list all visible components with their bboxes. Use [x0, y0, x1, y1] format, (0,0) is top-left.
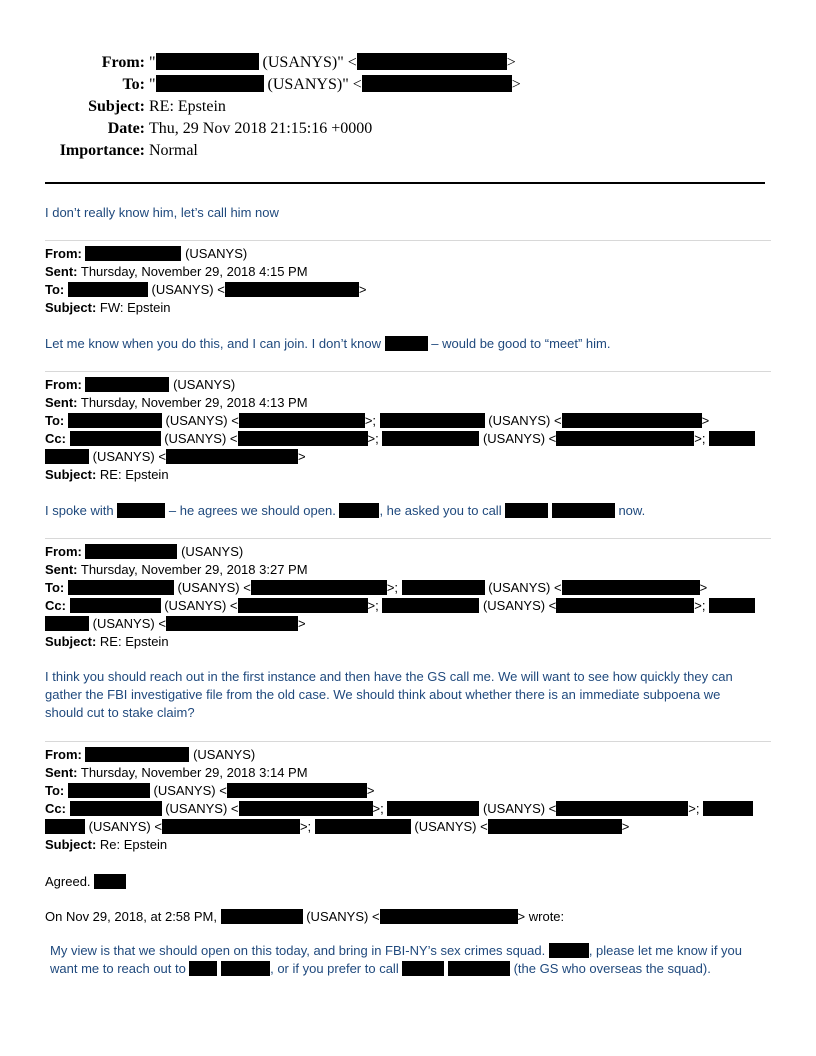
redaction	[117, 503, 165, 518]
msg2-cc-row: Cc: (USANYS) < >; (USANYS) < >;	[45, 430, 755, 448]
redaction	[552, 503, 615, 518]
redaction	[238, 598, 368, 613]
header-from-label: From:	[101, 54, 145, 71]
redaction	[68, 783, 150, 798]
msg1-from-row: From: (USANYS)	[45, 246, 248, 261]
redaction	[357, 53, 507, 70]
msg3-cc-row-cont: (USANYS) < >	[45, 615, 306, 633]
msg1-to-row: To: (USANYS) < >	[45, 282, 367, 297]
header-to-org: (USANYS)" <	[263, 76, 362, 93]
msg4-sent: Thursday, November 29, 2018 3:14 PM	[77, 765, 308, 780]
redaction	[45, 616, 89, 631]
header-from-org: (USANYS)" <	[258, 54, 357, 71]
redaction	[166, 449, 298, 464]
redaction	[85, 747, 189, 762]
redaction	[549, 943, 589, 958]
redaction	[385, 336, 428, 351]
redaction	[387, 801, 479, 816]
redaction	[239, 801, 373, 816]
reply-top-text: I don’t really know him, let’s call him now	[45, 205, 279, 220]
header-subject-label: Subject:	[88, 98, 145, 115]
message-divider	[45, 371, 771, 372]
redaction	[227, 783, 367, 798]
redaction	[251, 580, 387, 595]
header-from-close: >	[506, 54, 516, 71]
redaction	[556, 801, 688, 816]
redaction	[45, 449, 89, 464]
msg2-sent: Thursday, November 29, 2018 4:13 PM	[77, 395, 308, 410]
msg4-sent-row: Sent: Thursday, November 29, 2018 3:14 PM	[45, 765, 308, 780]
redaction	[221, 961, 270, 976]
header-importance: Normal	[149, 142, 198, 159]
header-importance-label: Importance:	[59, 142, 145, 159]
message-divider	[45, 741, 771, 742]
header-from-open: "	[149, 54, 156, 71]
msg3-cc-row: Cc: (USANYS) < >; (USANYS) < >;	[45, 597, 755, 615]
redaction	[94, 874, 126, 889]
redaction	[562, 580, 700, 595]
msg3-subject: RE: Epstein	[96, 634, 169, 649]
msg2-subject-row: Subject: RE: Epstein	[45, 467, 169, 482]
msg4-quote-line-1: My view is that we should open on this today, and bring in FBI-NY’s sex crimes squad. , please let me know if you	[50, 943, 743, 958]
redaction	[189, 961, 217, 976]
redaction	[505, 503, 548, 518]
redaction	[380, 909, 518, 924]
redaction	[380, 413, 485, 428]
msg3-body-line-2: gather the FBI investigative file from the old case. We should think about whether there is an immediate subpoena we	[45, 687, 721, 702]
msg3-sent-row: Sent: Thursday, November 29, 2018 3:27 PM	[45, 562, 308, 577]
redaction	[221, 909, 303, 924]
msg2-sent-row: Sent: Thursday, November 29, 2018 4:13 PM	[45, 395, 308, 410]
redaction	[448, 961, 510, 976]
redaction	[70, 431, 161, 446]
header-date: Thu, 29 Nov 2018 21:15:16 +0000	[149, 120, 373, 137]
redaction	[339, 503, 379, 518]
redaction	[562, 413, 702, 428]
redaction	[556, 598, 694, 613]
redaction	[709, 431, 755, 446]
msg4-agreed: Agreed.	[45, 873, 126, 891]
msg4-from-row: From: (USANYS)	[45, 747, 256, 762]
msg1-sent: Thursday, November 29, 2018 4:15 PM	[77, 264, 308, 279]
redaction	[156, 75, 264, 92]
redaction	[225, 282, 359, 297]
msg3-sent: Thursday, November 29, 2018 3:27 PM	[77, 562, 308, 577]
message-divider	[45, 240, 771, 241]
msg3-to-row: To: (USANYS) < >; (USANYS) < >	[45, 580, 708, 595]
message-divider	[45, 538, 771, 539]
msg2-body: I spoke with – he agrees we should open. , he asked you to call now.	[45, 503, 646, 518]
redaction	[85, 377, 169, 392]
msg2-cc-row-cont: (USANYS) < >	[45, 448, 306, 466]
msg3-from-row: From: (USANYS)	[45, 544, 244, 559]
msg2-subject: RE: Epstein	[96, 467, 169, 482]
redaction	[156, 53, 259, 70]
msg1-subject-row: Subject: FW: Epstein	[45, 300, 171, 315]
redaction	[362, 75, 512, 92]
msg3-subject-row: Subject: RE: Epstein	[45, 634, 169, 649]
msg2-to-row: To: (USANYS) < >; (USANYS) < >	[45, 413, 710, 428]
header-date-label: Date:	[107, 120, 145, 137]
msg3-body-line-1: I think you should reach out in the first instance and then have the GS call me. We will want to see how quickly they can	[45, 669, 733, 684]
redaction	[85, 544, 177, 559]
redaction	[70, 598, 161, 613]
header-to-open: "	[149, 76, 156, 93]
msg4-quote-line-2: want me to reach out to , or if you prefer to call (the GS who overseas the squad).	[50, 961, 711, 976]
header-to-label: To:	[122, 76, 145, 93]
msg4-to-row: To: (USANYS) < >	[45, 783, 375, 798]
redaction	[488, 819, 622, 834]
msg1-body: Let me know when you do this, and I can join. I don’t know – would be good to “meet” him.	[45, 336, 611, 351]
msg4-subject-row: Subject: Re: Epstein	[45, 837, 168, 852]
redaction	[382, 598, 479, 613]
msg4-subject: Re: Epstein	[96, 837, 168, 852]
msg4-cc-row-cont: (USANYS) < >; (USANYS) < >	[45, 818, 629, 836]
redaction	[402, 961, 444, 976]
redaction	[68, 282, 148, 297]
redaction	[239, 413, 365, 428]
redaction	[85, 246, 181, 261]
redaction	[68, 413, 162, 428]
redaction	[315, 819, 411, 834]
redaction	[709, 598, 755, 613]
msg1-subject: FW: Epstein	[96, 300, 171, 315]
redaction	[402, 580, 485, 595]
redaction	[70, 801, 162, 816]
msg2-from-row: From: (USANYS)	[45, 377, 236, 392]
redaction	[703, 801, 753, 816]
header-divider	[45, 182, 765, 184]
msg1-sent-row: Sent: Thursday, November 29, 2018 4:15 PM	[45, 264, 308, 279]
msg3-body-line-3: should cut to stake claim?	[45, 705, 195, 720]
redaction	[68, 580, 174, 595]
header-to-close: >	[511, 76, 521, 93]
redaction	[162, 819, 300, 834]
redaction	[45, 819, 85, 834]
redaction	[382, 431, 479, 446]
msg4-wrote-line: On Nov 29, 2018, at 2:58 PM, (USANYS) < > wrote:	[45, 909, 565, 924]
redaction	[238, 431, 368, 446]
msg4-cc-row: Cc: (USANYS) < >; (USANYS) < >;	[45, 800, 753, 818]
header-subject: RE: Epstein	[149, 98, 226, 115]
redaction	[166, 616, 298, 631]
redaction	[556, 431, 694, 446]
